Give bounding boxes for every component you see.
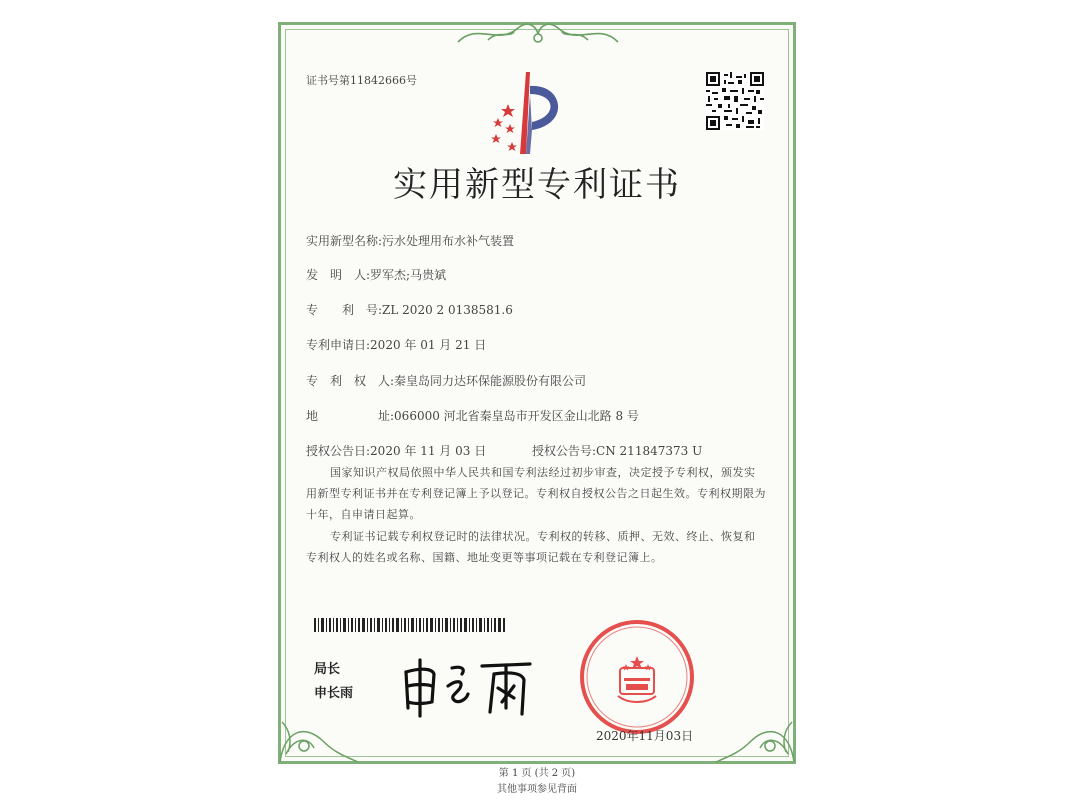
field-grant-date [306, 442, 486, 459]
issue-date: 2020年11月03日 [596, 729, 694, 743]
field-label: 授权公告号: [532, 444, 597, 458]
field-label: 实用新型名称: [306, 234, 383, 248]
footer-note: 其他事项参见背面 [497, 784, 577, 795]
field-value: 066000 河北省秦皇岛市开发区金山北路 8 号 [394, 409, 639, 423]
field-label: 地 址: [306, 409, 395, 423]
field-label: 专利申请日: [306, 338, 371, 352]
director-title: 局长 [314, 662, 341, 677]
bottom-right-ornament-icon [710, 682, 800, 768]
certificate-number: 证书号第11842666号 [306, 74, 417, 87]
field-label: 授权公告日: [306, 444, 371, 458]
field-value: 污水处理用布水补气装置 [382, 234, 515, 248]
field-value: 罗军杰;马贵斌 [370, 268, 447, 282]
field-value: 2020 年 11 月 03 日 [370, 444, 487, 458]
field-value: ZL 2020 2 0138581.6 [382, 303, 513, 317]
qr-code-icon [706, 72, 764, 130]
director-signature-icon [398, 650, 538, 720]
field-utility-model-name [306, 232, 514, 249]
field-application-date [306, 336, 486, 353]
patent-office-logo-icon [486, 68, 578, 158]
top-ornament-icon [448, 16, 628, 50]
field-patentee [306, 372, 586, 389]
field-grant-number [532, 442, 702, 459]
barcode-icon [314, 618, 506, 632]
certificate-title: 实用新型专利证书 [393, 165, 681, 205]
director-name: 申长雨 [314, 686, 354, 701]
field-label: 发 明 人: [306, 268, 371, 282]
field-value: CN 211847373 U [596, 444, 703, 458]
field-patent-number [306, 301, 513, 318]
field-inventor [306, 266, 446, 283]
grant-statement-paragraph: 国家知识产权局依照中华人民共和国专利法经过初步审查，决定授予专利权，颁发实用新型专利证书并在专利登记簿上予以登记。专利权自授权公告之日起生效。专利权期限为十年，自申请日起算。 [306, 466, 766, 521]
field-label: 专 利 号: [306, 303, 383, 317]
field-value: 2020 年 01 月 21 日 [370, 338, 487, 352]
field-label: 专 利 权 人: [306, 374, 395, 388]
official-seal-icon [578, 618, 696, 736]
field-address [306, 407, 639, 424]
page-number: 第 1 页 (共 2 页) [498, 768, 576, 779]
field-value: 秦皇岛同力达环保能源股份有限公司 [394, 374, 587, 388]
patent-certificate [278, 22, 796, 779]
legal-status-paragraph: 专利证书记载专利权登记时的法律状况。专利权的转移、质押、无效、终止、恢复和专利权人的姓名或名称、国籍、地址变更等事项记载在专利登记簿上。 [306, 530, 756, 564]
